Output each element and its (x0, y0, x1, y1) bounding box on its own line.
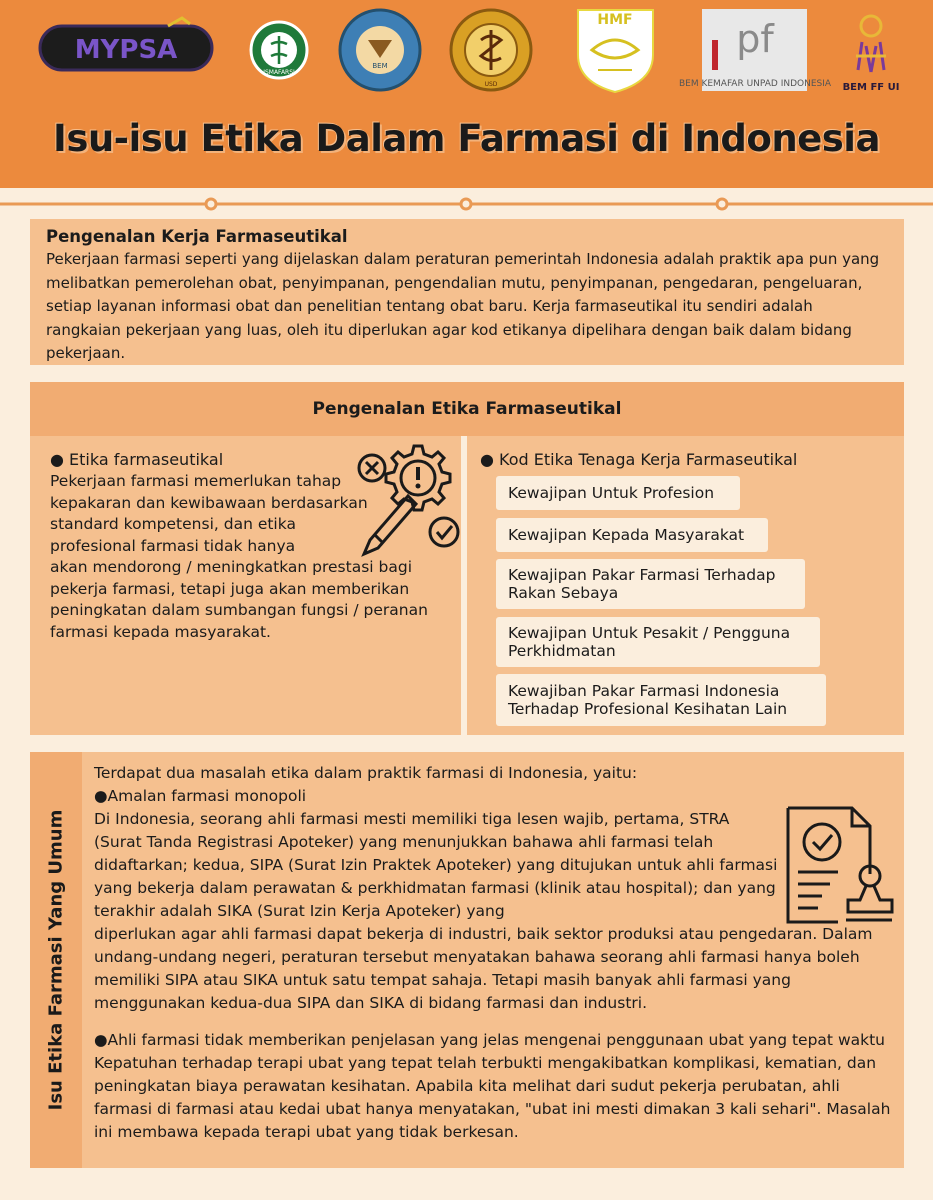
svg-text:USD: USD (484, 81, 498, 88)
mypsa-logo (40, 18, 212, 70)
hmf-logo (578, 10, 653, 92)
etika-heading: Pengenalan Etika Farmaseutikal (30, 382, 904, 436)
umum-para-1-narrow: Di Indonesia, seorang ahli farmasi mesti memiliki tiga lesen wajib, pertama, STRA (Surat Tanda Registrasi Apoteker) yang menunjukkan bahawa ahli farmasi telah didaftarkan; kedua, SIPA (Surat Izin Praktek Apoteker) yang ditujukan untuk ahli farmasi yang bekerja dalam perawatan & perkhidmatan farmasi (klinik atau hospital); dan yang terakhir adalah SIKA (Surat Izin Kerja Apoteker) yang (94, 810, 778, 920)
intro-heading: Pengenalan Kerja Farmaseutikal (46, 227, 348, 246)
svg-text:BEM FF UI: BEM FF UI (842, 82, 900, 93)
logo-strip (0, 0, 933, 100)
svg-text:HMF: HMF (597, 12, 633, 28)
umum-side-label: Isu Etika Farmasi Yang Umum (45, 809, 67, 1111)
etika-left-bullet: ● Etika farmaseutikal (50, 450, 224, 469)
svg-text:BEM: BEM (372, 62, 388, 70)
etika-left-body-narrow: Pekerjaan farmasi memerlukan tahap kepakaran dan kewibawaan berdasarkan standard kompetensi, dan etika profesional farmasi tidak hanya (50, 472, 368, 555)
umum-body (94, 762, 894, 1144)
section-divider (0, 196, 933, 212)
etika-panel (30, 382, 904, 735)
umum-panel (30, 752, 904, 1168)
kod-item: Kewajipan Pakar Farmasi Terhadap Rakan Sebaya (496, 559, 805, 609)
svg-text:ISMAFARSI: ISMAFARSI (263, 69, 295, 76)
etika-right-column (480, 450, 890, 477)
header-banner (0, 0, 933, 188)
umum-para-1-wide: diperlukan agar ahli farmasi dapat bekerja di industri, baik sektor produksi atau pengedaran. Dalam undang-undang negeri, peraturan tersebut menyatakan bahawa seorang ahli farmasi hanya boleh memiliki SIPA atau SIKA untuk satu tempat sahaja. Tetapi masih banyak ahli farmasi yang menggunakan kedua-dua SIPA dan SIKA di bidang farmasi dan industri. (94, 925, 873, 1012)
ismafarsi-logo (251, 22, 307, 78)
svg-text:BEM KEMAFAR UNPAD INDONESIA: BEM KEMAFAR UNPAD INDONESIA (678, 79, 832, 89)
usd-logo (451, 10, 531, 90)
kod-item: Kewajipan Kepada Masyarakat (496, 518, 768, 552)
page-title: Isu-isu Etika Dalam Farmasi di Indonesia (53, 116, 880, 160)
bem-logo (340, 10, 420, 90)
kod-item: Kewajipan Untuk Profesion (496, 476, 740, 510)
umum-bullet-2: ●Ahli farmasi tidak memberikan penjelasan yang jelas mengenai penggunaan ubat yang tepat waktu (94, 1031, 885, 1049)
svg-text:pf: pf (736, 17, 774, 61)
pencil-gear-icon (352, 440, 468, 560)
umum-para-2: Kepatuhan terhadap terapi ubat yang tepat telah terbukti mengakibatkan komplikasi, kematian, dan peningkatan biaya perawatan kesihatan. Apabila kita melihat dari sudut pekerja perubatan, ahli farmasi di farmasi atau kedai ubat hanya menyatakan, "ubat ini mesti dimakan 3 kali sehari". Masalah ini membawa kepada terapi ubat yang tidak berkesan. (94, 1054, 891, 1141)
intro-panel (30, 219, 904, 365)
etika-left-body-wide: akan mendorong / meningkatkan prestasi bagi pekerja farmasi, tetapi juga akan memberikan peningkatan dalam sumbangan fungsi / peranan farmasi kepada masyarakat. (50, 558, 428, 641)
bem-ff-ui-logo (843, 16, 900, 93)
umum-bullet-1: ●Amalan farmasi monopoli (94, 787, 307, 805)
umum-side-band (30, 752, 82, 1168)
title-band (0, 104, 933, 172)
kod-item: Kewajipan Untuk Pesakit / Pengguna Perkhidmatan (496, 617, 820, 667)
etika-right-bullet: ● Kod Etika Tenaga Kerja Farmaseutikal (480, 450, 798, 469)
kod-item: Kewajiban Pakar Farmasi Indonesia Terhadap Profesional Kesihatan Lain (496, 674, 826, 726)
intro-body: Pekerjaan farmasi seperti yang dijelaskan dalam peraturan pemerintah Indonesia adalah praktik apa pun yang melibatkan pemerolehan obat, penyimpanan, pengendalian mutu, penyimpanan, pengedaran, pengeluaran, setiap layanan informasi obat dan penelitian tentang obat baru. Kerja farmaseutikal itu sendiri adalah rangkaian pekerjaan yang luas, oleh itu diperlukan agar kod etikanya dipelihara dengan baik dalam bidang pekerjaan. (46, 250, 880, 362)
umum-intro: Terdapat dua masalah etika dalam praktik farmasi di Indonesia, yaitu: (94, 764, 638, 782)
bem-kemafar-logo (679, 9, 832, 91)
svg-text:MYPSA: MYPSA (74, 35, 178, 65)
